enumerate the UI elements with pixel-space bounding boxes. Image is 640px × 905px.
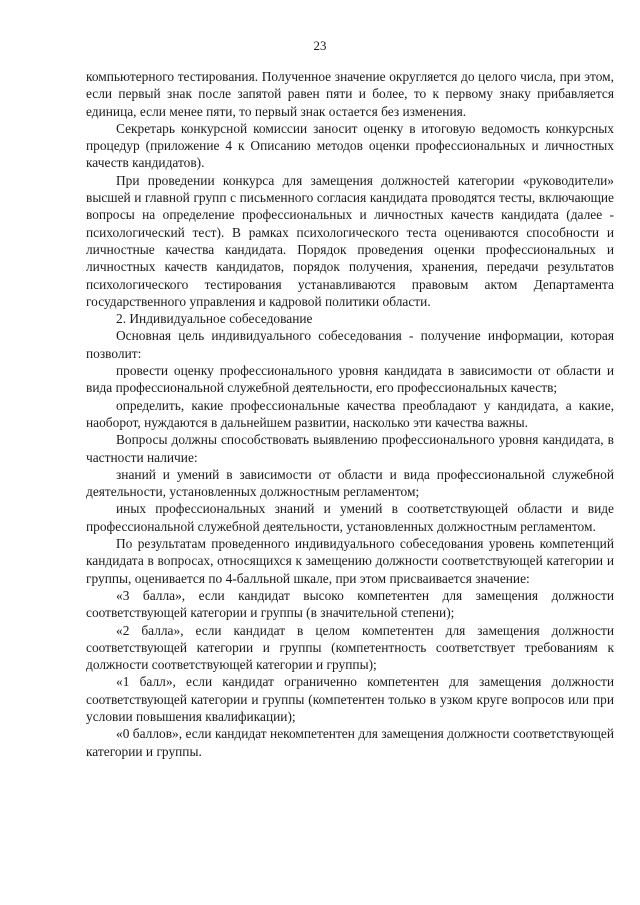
paragraph: По результатам проведенного индивидуального собеседования уровень компетенций кандидата в вопросах, относящихся к замещению должности соответствующей категории и группы, оценивается по 4-балльной шкале, при этом присваивается значение:	[86, 536, 614, 586]
section-heading: 2. Индивидуальное собеседование	[116, 311, 313, 327]
paragraph: Вопросы должны способствовать выявлению профессионального уровня кандидата, в частности наличие:	[86, 432, 614, 465]
list-item: «2 балла», если кандидат в целом компетентен для замещения должности соответствующей категории и группы (компетентность соответствует требованиям к должности соответствующей категории и группы);	[86, 622, 614, 673]
paragraph: компьютерного тестирования. Полученное значение округляется до целого числа, при этом, если первый знак после запятой равен пяти и более, то к первому знаку прибавляется единица, если менее пяти, то первый знак остается без изменения.	[86, 69, 614, 119]
list-item: иных профессиональных знаний и умений в соответствующей области и виде профессиональной служебной деятельности, установленных должностным регламентом.	[86, 501, 614, 534]
paragraph: Секретарь конкурсной комиссии заносит оценку в итоговую ведомость конкурсных процедур (приложение 4 к Описанию методов оценки профессиональных и личностных качеств кандидатов).	[86, 120, 614, 171]
document-body	[86, 68, 614, 760]
page-number: 23	[313, 38, 327, 53]
list-item: «1 балл», если кандидат ограниченно компетентен для замещения должности соответствующей категории и группы (компетентен только в узком круге вопросов или при условии повышения квалификации);	[86, 674, 614, 724]
paragraph: Основная цель индивидуального собеседования - получение информации, которая позволит:	[86, 328, 614, 361]
list-item: провести оценку профессионального уровня кандидата в зависимости от области и вида профессиональной служебной деятельности, его профессиональных качеств;	[86, 363, 614, 396]
paragraph: При проведении конкурса для замещения должностей категории «руководители» высшей и главной групп с письменного согласия кандидата проводятся тесты, включающие вопросы на определение профессиональных и личностных качеств кандидата (далее - психологический тест). В рамках психологического теста оцениваются способности и личностные качества кандидата. Порядок проведения оценки профессиональных и личностных качеств кандидатов, порядок получения, хранения, передачи результатов психологического тестирования устанавливаются правовым актом Департамента государственного управления и кадровой политики области.	[86, 172, 614, 309]
list-item: «3 балла», если кандидат высоко компетентен для замещения должности соответствующей категории и группы (в значительной степени);	[86, 587, 614, 621]
list-item: определить, какие профессиональные качества преобладают у кандидата, а какие, наоборот, нуждаются в дальнейшем развитии, насколько эти качества важны.	[86, 397, 614, 430]
list-item: «0 баллов», если кандидат некомпетентен для замещения должности соответствующей категории и группы.	[86, 726, 614, 759]
list-item: знаний и умений в зависимости от области и вида профессиональной служебной деятельности, установленных должностным регламентом;	[86, 466, 614, 500]
